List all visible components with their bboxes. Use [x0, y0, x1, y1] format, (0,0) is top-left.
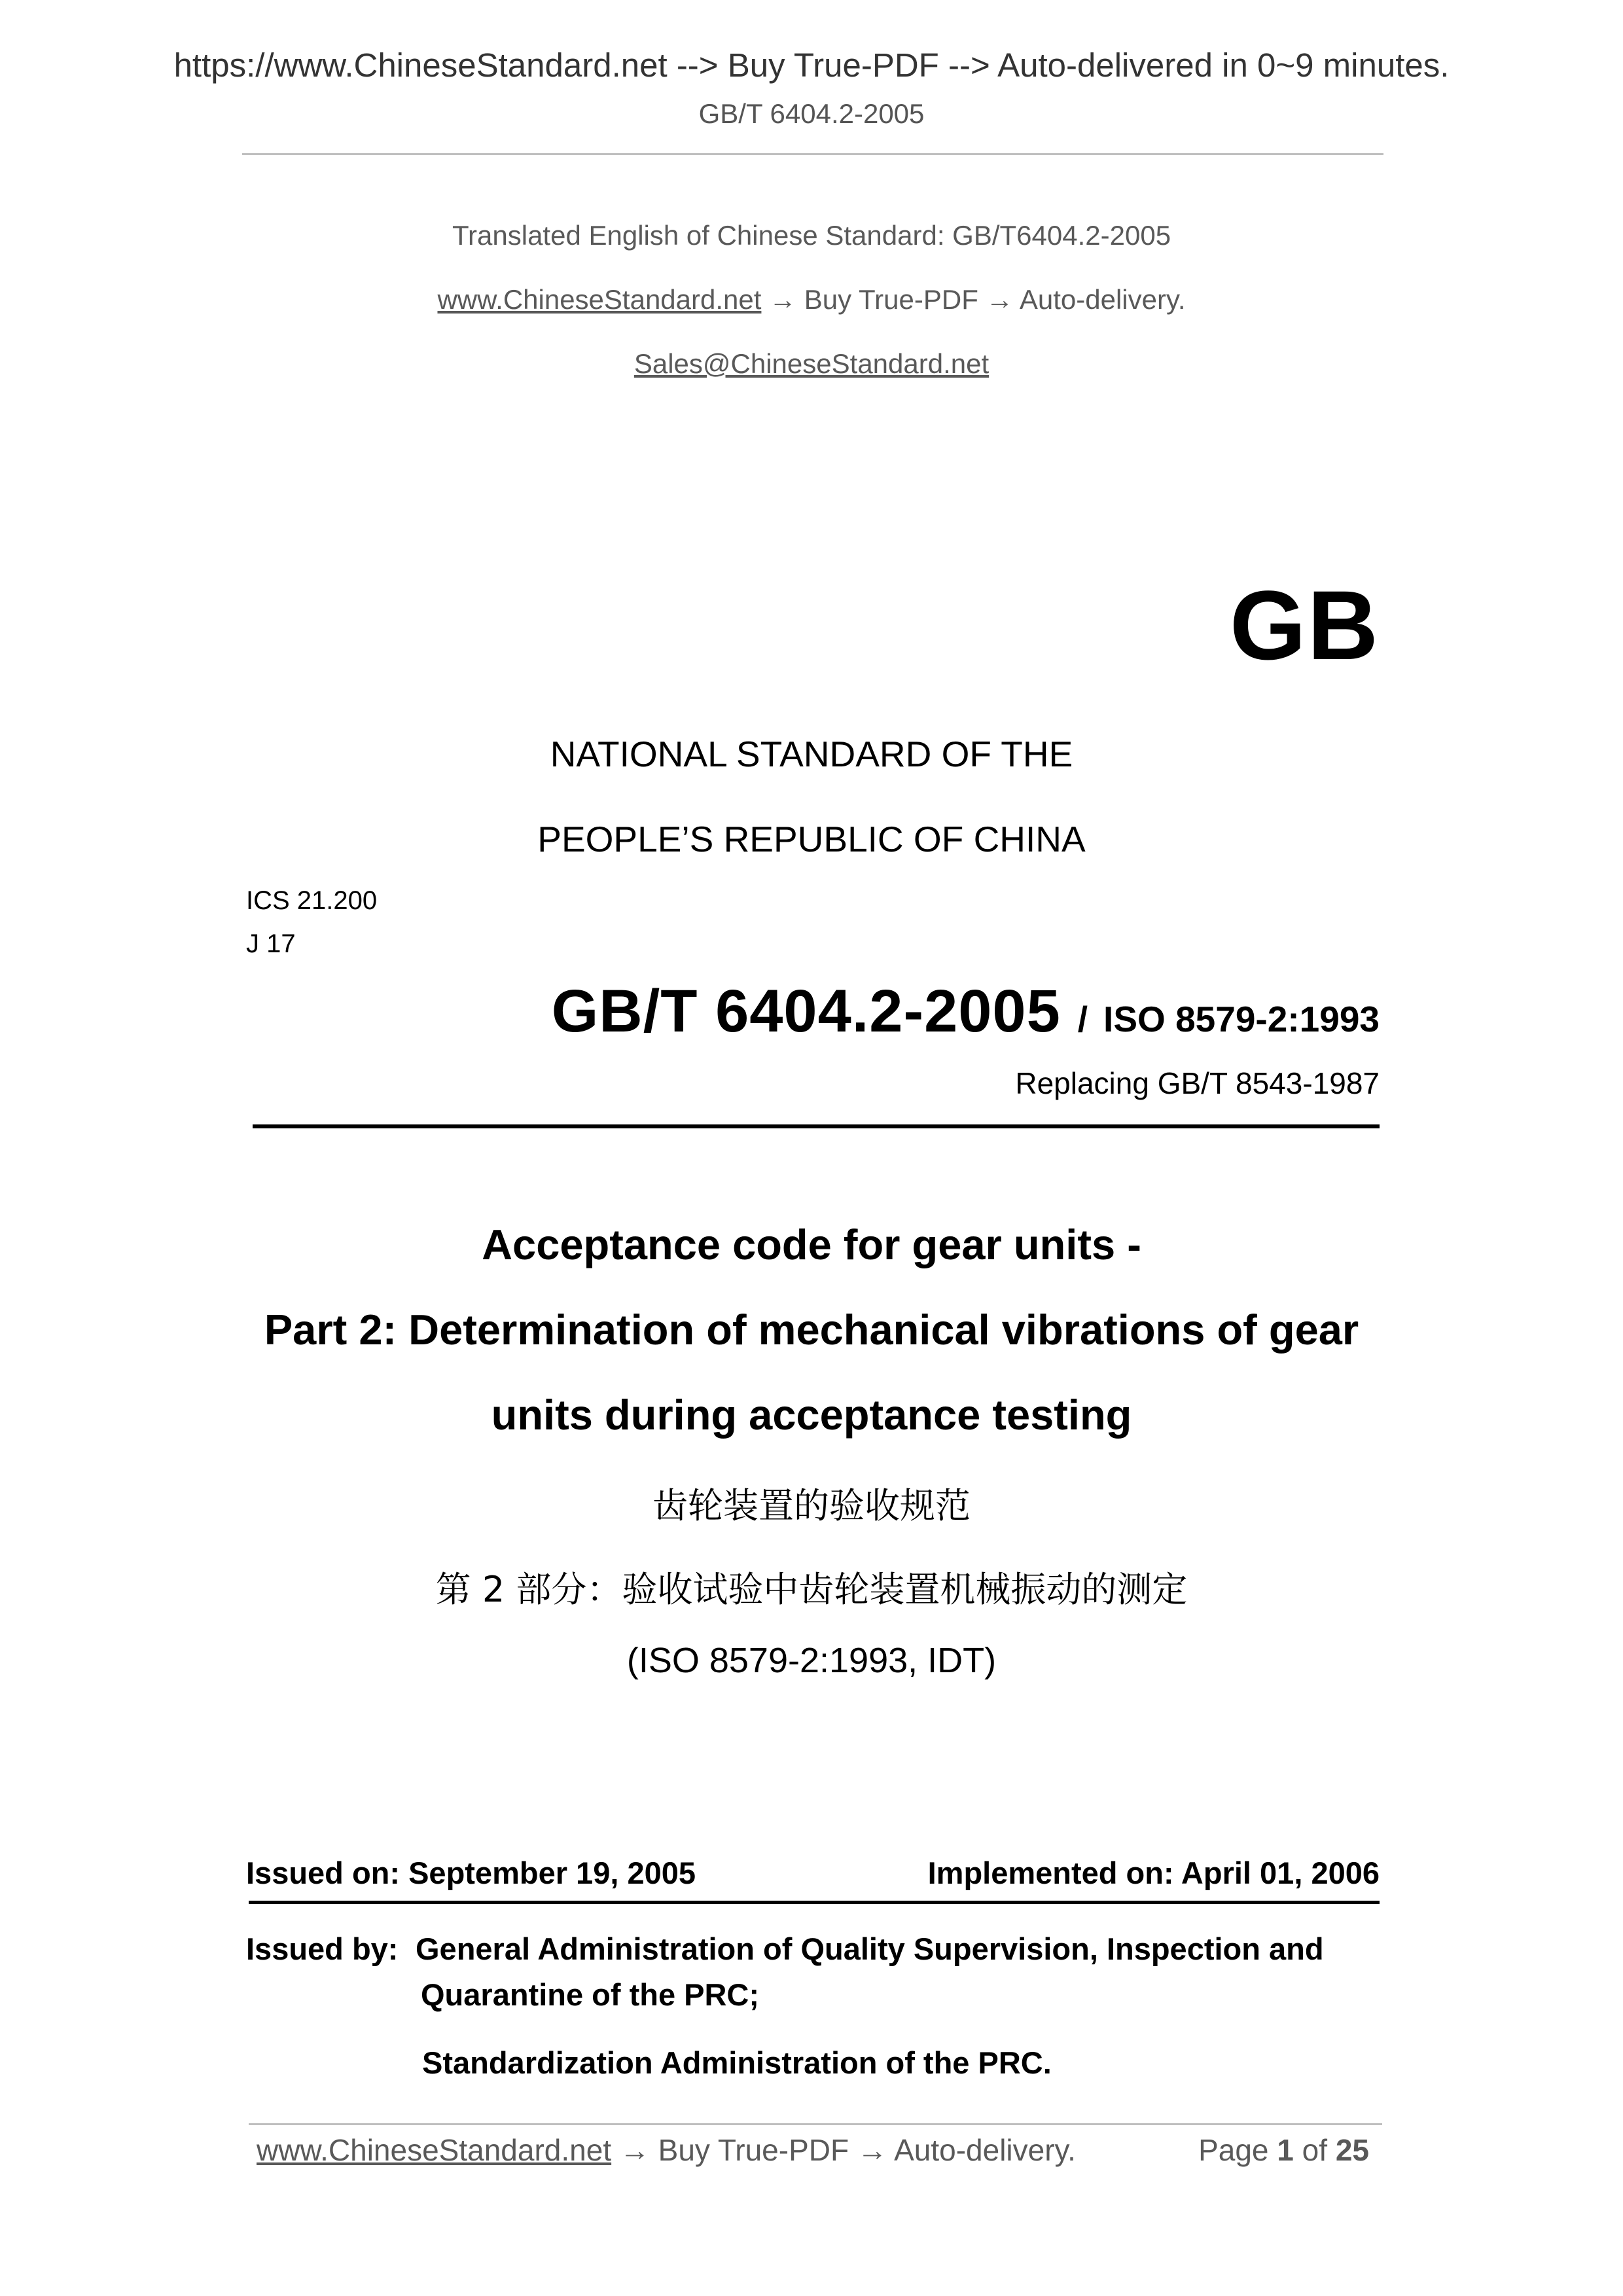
ics-code: ICS 21.200: [246, 886, 378, 915]
delivery-text: → Buy True-PDF → Auto-delivery.: [769, 284, 1186, 315]
delivery-line: [0, 284, 1623, 315]
title-cn-line-1: 齿轮装置的验收规范: [652, 1485, 971, 1526]
header-url-line: https://www.ChineseStandard.net --> Buy True-PDF --> Auto-delivered in 0~9 minutes.: [173, 46, 1450, 84]
standard-number: GB/T 6404.2-2005: [551, 978, 1061, 1045]
national-standard-line-2: PEOPLE’S REPUBLIC OF CHINA: [537, 819, 1086, 859]
title-en-line-2: Part 2: Determination of mechanical vibrations of gear: [264, 1306, 1359, 1354]
header-divider: [242, 153, 1383, 155]
sales-email-link[interactable]: Sales@ChineseStandard.net: [633, 348, 990, 379]
issued-by-line-2: Quarantine of the PRC;: [421, 1977, 760, 2012]
page-of-word: of: [1302, 2133, 1328, 2167]
title-en-line-1: Acceptance code for gear units -: [482, 1221, 1141, 1268]
national-standard-line-1: NATIONAL STANDARD OF THE: [550, 734, 1073, 774]
footer-site-link[interactable]: www.ChineseStandard.net: [257, 2133, 612, 2167]
footer-delivery-text: → Buy True-PDF → Auto-delivery.: [619, 2133, 1076, 2167]
site-link[interactable]: www.ChineseStandard.net: [437, 284, 762, 315]
page-total: 25: [1335, 2133, 1369, 2167]
title-cn-line-2: 第 2 部分：验收试验中齿轮装置机械振动的测定: [435, 1569, 1188, 1610]
translated-notice: Translated English of Chinese Standard: GB/T6404.2-2005: [452, 220, 1171, 251]
sales-line: [0, 348, 1623, 380]
page-word: Page: [1198, 2133, 1269, 2167]
replacing-note: Replacing GB/T 8543-1987: [1015, 1066, 1380, 1100]
iso-equivalent: ISO 8579-2:1993: [1103, 999, 1380, 1039]
issued-by-line-1: General Administration of Quality Supervision, Inspection and: [416, 1931, 1324, 1966]
issued-by-line-3: Standardization Administration of the PRC.: [422, 2045, 1052, 2080]
issue-divider: [249, 1901, 1380, 1904]
header-standard-code: GB/T 6404.2-2005: [698, 98, 925, 129]
standard-number-row: [552, 975, 1380, 1047]
gb-logo: GB: [1230, 570, 1380, 680]
ccs-code: J 17: [246, 929, 296, 958]
issued-on-date: Issued on: September 19, 2005: [246, 1856, 696, 1890]
standard-separator: /: [1077, 999, 1088, 1039]
page-indicator: [1198, 2132, 1369, 2168]
title-en-line-3: units during acceptance testing: [491, 1391, 1132, 1439]
footer-delivery-line: [257, 2132, 1076, 2168]
page-current: 1: [1277, 2133, 1294, 2167]
issued-by-label: Issued by:: [246, 1931, 399, 1966]
footer-divider: [249, 2123, 1382, 2125]
implemented-on-date: Implemented on: April 01, 2006: [927, 1856, 1380, 1890]
title-divider: [253, 1124, 1380, 1128]
idt-reference: (ISO 8579-2:1993, IDT): [626, 1641, 997, 1680]
